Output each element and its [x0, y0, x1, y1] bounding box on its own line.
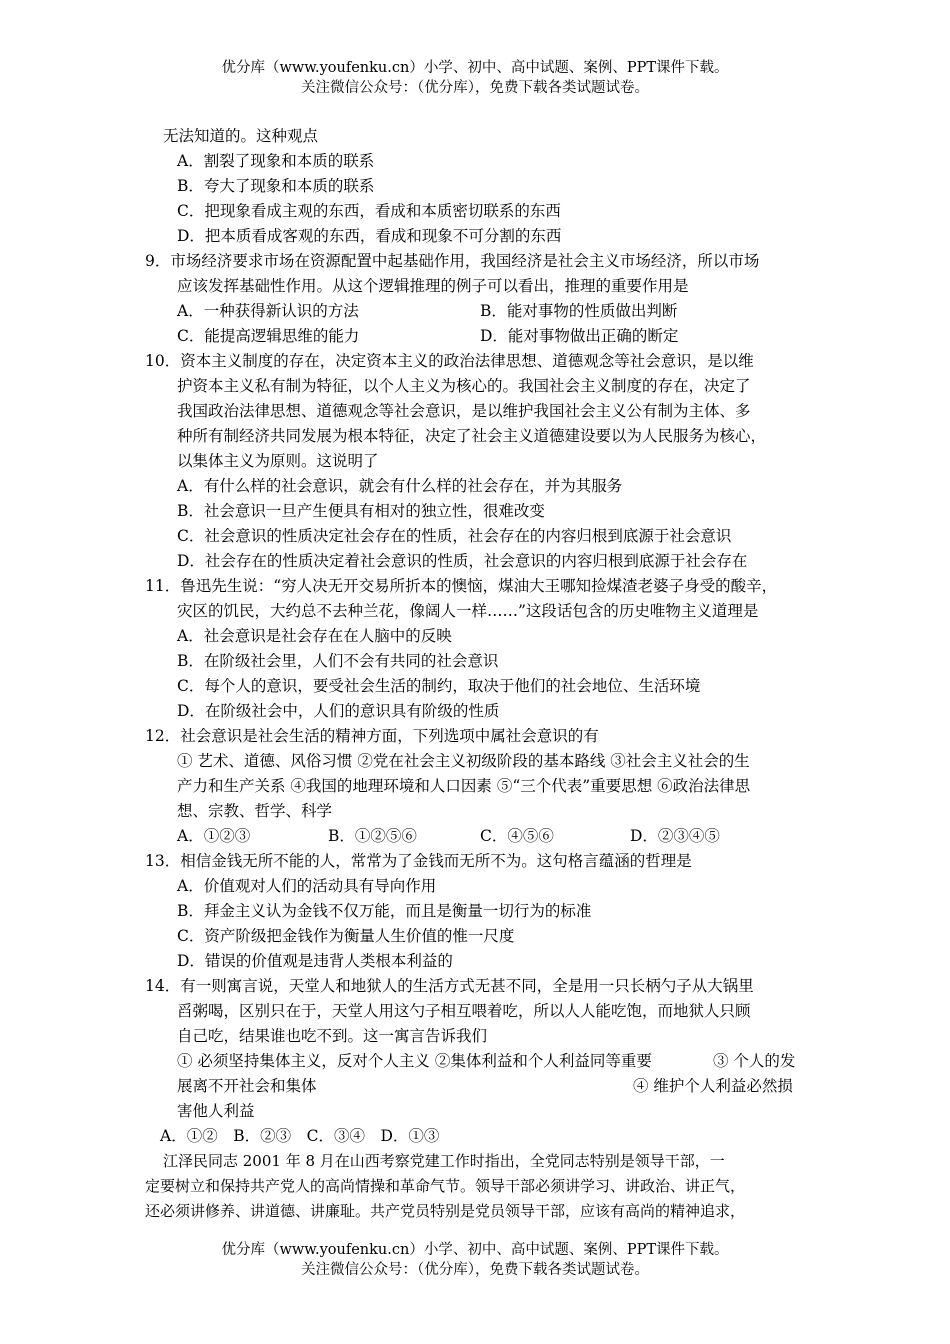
q10-stem-line-5: 以集体主义为原则。这说明了 [177, 452, 379, 470]
q9-stem-line-1: 9．市场经济要求市场在资源配置中起基础作用，我国经济是社会主义市场经济，所以市场 [145, 252, 760, 270]
q9-option-d: D．能对事物做出正确的断定 [480, 327, 679, 345]
q10-option-c: C．社会意识的性质决定社会存在的性质，社会存在的内容归根到底源于社会意识 [177, 527, 732, 545]
q8-option-d: D．把本质看成客观的东西，看成和现象不可分割的东西 [177, 227, 562, 245]
q12-stem-line-3: 产力和生产关系 ④我国的地理环境和人口因素 ⑤“三个代表”重要思想 ⑥政治法律思 [177, 777, 751, 795]
page-footer [0, 1240, 950, 1280]
q10-stem-line-1: 10．资本主义制度的存在，决定资本主义的政治法律思想、道德观念等社会意识，是以维 [145, 352, 754, 370]
q9-option-b: B．能对事物的性质做出判断 [480, 302, 678, 320]
q8-option-a: A．割裂了现象和本质的联系 [177, 152, 375, 170]
q12-option-d: D．②③④⑤ [630, 827, 720, 845]
q8-stem-tail: 无法知道的。这种观点 [163, 127, 319, 145]
q12-option-a: A．①②③ [177, 827, 251, 845]
q14-stem-line-3: 自己吃，结果谁也吃不到。这一寓言告诉我们 [177, 1027, 488, 1045]
q14-stem-line-2: 舀粥喝，区别只在于，天堂人用这勺子相互喂着吃，所以人人能吃饱，而地狱人只顾 [177, 1002, 751, 1020]
q12-option-c: C．④⑤⑥ [480, 827, 554, 845]
q13-option-b: B．拜金主义认为金钱不仅万能，而且是衡量一切行为的标准 [177, 902, 592, 920]
q11-stem-line-2: 灾区的饥民，大约总不去种兰花，像阔人一样……”这段话包含的历史唯物主义道理是 [177, 602, 759, 620]
q14-choice-line-2b: ④ 维护个人利益必然损 [633, 1077, 793, 1095]
q13-option-a: A．价值观对人们的活动具有导向作用 [177, 877, 437, 895]
header-line-2: 关注微信公众号：（优分库），免费下载各类试题试卷。 [301, 80, 649, 96]
footer-line-1: 优分库（www.youfenku.cn）小学、初中、高中试题、案例、PPT课件下载。 [221, 1242, 729, 1258]
q12-option-b: B．①②⑤⑥ [328, 827, 417, 845]
page-header [0, 58, 950, 98]
q9-stem-line-2: 应该发挥基础性作用。从这个逻辑推理的例子可以看出，推理的重要作用是 [177, 277, 689, 295]
passage-line-1: 江泽民同志 2001 年 8 月在山西考察党建工作时指出，全党同志特别是领导干部，一 [163, 1152, 725, 1170]
passage-line-2: 定要树立和保持共产党人的高尚情操和革命气节。领导干部必须讲学习、讲政治、讲正气， [145, 1177, 746, 1195]
q14-choice-line-2a: 展离不开社会和集体 [177, 1077, 317, 1095]
q14-choice-line-3: 害他人利益 [177, 1102, 255, 1120]
header-line-1: 优分库（www.youfenku.cn）小学、初中、高中试题、案例、PPT课件下载。 [221, 60, 729, 76]
q9-option-a: A．一种获得新认识的方法 [177, 302, 359, 320]
q10-option-a: A．有什么样的社会意识，就会有什么样的社会存在，并为其服务 [177, 477, 623, 495]
q12-stem-line-2: ① 艺术、道德、风俗习惯 ②党在社会主义初级阶段的基本路线 ③社会主义社会的生 [177, 752, 750, 770]
q11-option-a: A．社会意识是社会存在在人脑中的反映 [177, 627, 452, 645]
q10-option-d: D．社会存在的性质决定着社会意识的性质，社会意识的内容归根到底源于社会存在 [177, 552, 748, 570]
q11-option-d: D．在阶级社会中，人们的意识具有阶级的性质 [177, 702, 500, 720]
q8-option-c: C．把现象看成主观的东西，看成和本质密切联系的东西 [177, 202, 561, 220]
q11-option-b: B．在阶级社会里，人们不会有共同的社会意识 [177, 652, 499, 670]
passage-line-3: 还必须讲修养、讲道德、讲廉耻。共产党员特别是党员领导干部，应该有高尚的精神追求， [145, 1202, 746, 1220]
q14-choice-line-1a: ① 必须坚持集体主义，反对个人主义 ②集体利益和个人利益同等重要 [177, 1052, 652, 1070]
q11-option-c: C．每个人的意识，要受社会生活的制约，取决于他们的社会地位、生活环境 [177, 677, 701, 695]
q14-options: A．①② B．②③ C．③④ D．①③ [160, 1127, 440, 1145]
footer-line-2: 关注微信公众号：（优分库），免费下载各类试题试卷。 [301, 1262, 649, 1278]
q8-option-b: B．夸大了现象和本质的联系 [177, 177, 375, 195]
q12-stem-line-4: 想、宗教、哲学、科学 [177, 802, 333, 820]
q10-stem-line-4: 种所有制经济共同发展为根本特征，决定了社会主义道德建设要以为人民服务为核心， [177, 427, 767, 445]
q13-stem-line-1: 13．相信金钱无所不能的人，常常为了金钱而无所不为。这句格言蕴涵的哲理是 [145, 852, 692, 870]
q13-option-d: D．错误的价值观是违背人类根本利益的 [177, 952, 453, 970]
q14-choice-line-1b: ③ 个人的发 [713, 1052, 796, 1070]
q14-stem-line-1: 14．有一则寓言说，天堂人和地狱人的生活方式无甚不同，全是用一只长柄勺子从大锅里 [145, 977, 754, 995]
q13-option-c: C．资产阶级把金钱作为衡量人生价值的惟一尺度 [177, 927, 515, 945]
q10-option-b: B．社会意识一旦产生便具有相对的独立性，很难改变 [177, 502, 545, 520]
q10-stem-line-2: 护资本主义私有制为特征，以个人主义为核心的。我国社会主义制度的存在，决定了 [177, 377, 751, 395]
q11-stem-line-1: 11．鲁迅先生说：“穷人决无开交易所折本的懊恼，煤油大王哪知捡煤渣老婆子身受的酸辛， [145, 577, 778, 595]
q10-stem-line-3: 我国政治法律思想、道德观念等社会意识，是以维护我国社会主义公有制为主体、多 [177, 402, 751, 420]
q9-option-c: C．能提高逻辑思维的能力 [177, 327, 360, 345]
q12-stem-line-1: 12．社会意识是社会生活的精神方面，下列选项中属社会意识的有 [145, 727, 599, 745]
